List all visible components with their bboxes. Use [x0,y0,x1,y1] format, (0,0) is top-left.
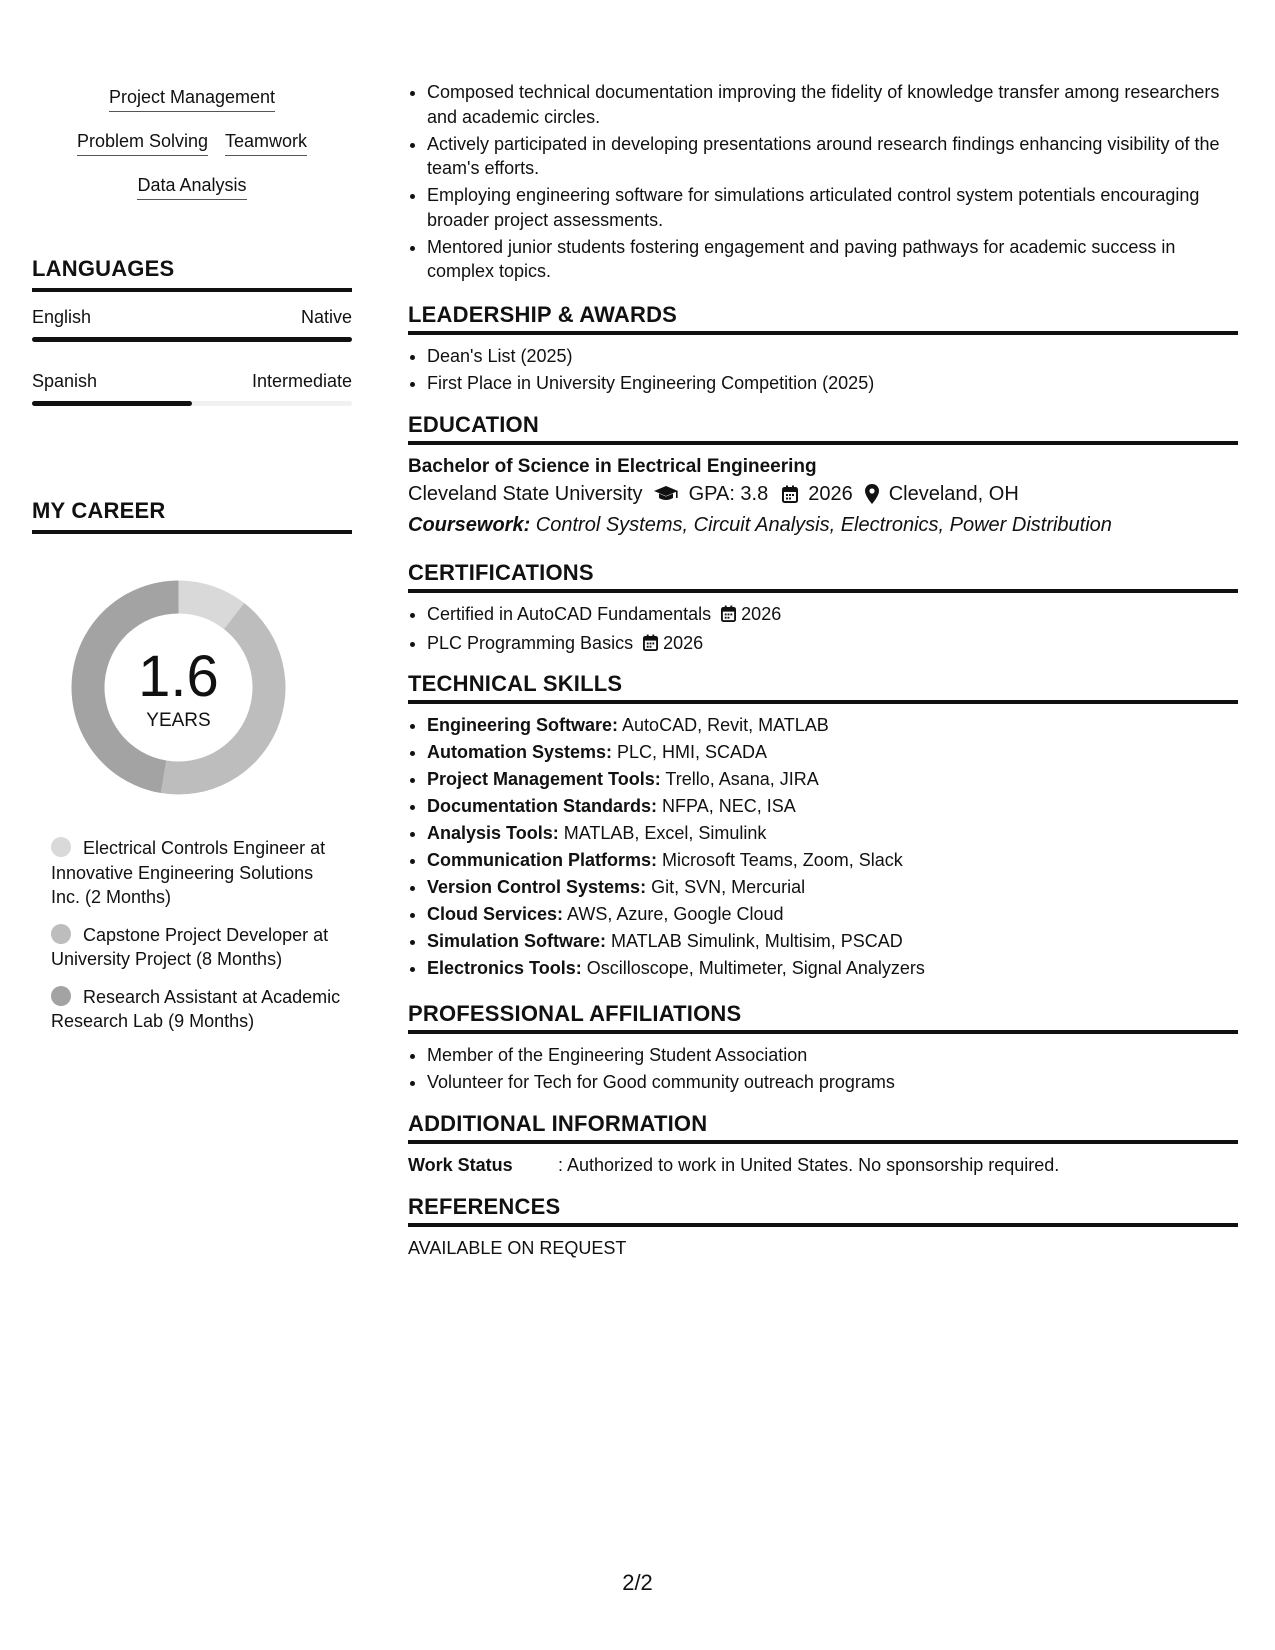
skill-tag: Project Management [109,86,275,112]
technical-skill-item [427,740,1238,765]
certification-year: 2026 [741,604,782,624]
technical-skill-item [427,821,1238,846]
skill-row [32,130,352,156]
language-name: Spanish [32,371,98,391]
graduation-year: 2026 [808,483,853,505]
additional-info-heading: ADDITIONAL INFORMATION [408,1111,1238,1144]
language-bar [32,337,352,342]
additional-info-section [408,1111,1238,1177]
experience-bullet: • Composed technical documentation improving the fidelity of knowledge transfer among researchers and academic circles. [427,80,1238,129]
skill-category: Electronics Tools: [427,958,582,978]
technical-skill-item [427,902,1238,927]
degree-title: Bachelor of Science in Electrical Engineering [408,456,817,477]
technical-skill-item [427,956,1238,981]
certifications-heading: CERTIFICATIONS [408,560,1238,593]
skill-category: Project Management Tools: [427,769,661,789]
language-item [32,370,352,406]
career-section [32,498,352,534]
work-status-value: : Authorized to work in United States. No sponsorship required. [558,1155,1060,1175]
affiliation-item: • Volunteer for Tech for Good community outreach programs [427,1070,1238,1095]
skill-row [32,174,352,200]
experience-bullet: • Employing engineering software for simulations articulated control system potentials encouraging broader project assessments. [427,183,1238,232]
skill-values: NFPA, NEC, ISA [657,796,796,816]
skill-category: Cloud Services: [427,904,564,924]
technical-skill-item [427,848,1238,873]
language-name: English [32,307,92,327]
legend-dot-icon [51,837,71,857]
skill-tag: Problem Solving [77,130,208,156]
experience-bullets [408,80,1238,286]
skill-category: Version Control Systems: [427,877,647,897]
technical-skill-item [427,767,1238,792]
calendar-icon [721,604,736,629]
education-section [408,412,1238,541]
education-location: Cleveland, OH [888,483,1019,505]
career-legend-text: Electrical Controls Engineer at Innovative Engineering Solutions Inc. (2 Months) [51,838,326,907]
education-heading: EDUCATION [408,412,1238,445]
coursework [408,509,1238,541]
work-status [408,1153,1238,1177]
skill-category: Simulation Software: [427,931,607,951]
leadership-section [408,302,1238,398]
language-bar [32,401,352,406]
location-pin-icon [865,484,879,504]
legend-dot-icon [51,924,71,944]
career-legend-item [51,985,341,1034]
page-number: 2/2 [622,1570,653,1595]
affiliations-heading: PROFESSIONAL AFFILIATIONS [408,1001,1238,1034]
certification-item [427,602,1238,629]
skill-values: AutoCAD, Revit, MATLAB [618,715,829,735]
education-details [408,479,1238,509]
skill-category: Engineering Software: [427,715,619,735]
references-section [408,1194,1238,1260]
career-legend-text: Research Assistant at Academic Research Lab (9 Months) [51,986,341,1031]
coursework-label: Coursework: [408,514,531,536]
calendar-icon [643,633,658,658]
career-donut-chart [66,575,291,800]
career-total-years: 1.6 [138,644,219,709]
skill-values: AWS, Azure, Google Cloud [563,904,784,924]
certification-item [427,631,1238,658]
skill-values: Trello, Asana, JIRA [660,769,819,789]
certifications-section [408,560,1238,660]
technical-skill-item [427,794,1238,819]
experience-bullet: • Actively participated in developing presentations around research findings enhancing visibility of the team's efforts. [427,132,1238,181]
leadership-heading: LEADERSHIP & AWARDS [408,302,1238,335]
award-item: • First Place in University Engineering Competition (2025) [427,371,1238,396]
career-legend-item [51,836,341,910]
skill-values: Git, SVN, Mercurial [646,877,806,897]
skill-values: Microsoft Teams, Zoom, Slack [657,850,903,870]
skill-category: Communication Platforms: [427,850,658,870]
language-bar-fill [32,401,192,406]
skill-tag: Data Analysis [137,174,246,200]
certification-name: PLC Programming Basics [427,633,634,653]
technical-skills-list [408,713,1238,981]
languages-section [32,256,352,406]
skill-row [32,86,352,112]
languages-heading: LANGUAGES [32,256,352,292]
technical-skills-section [408,671,1238,983]
affiliations-section [408,1001,1238,1097]
references-heading: REFERENCES [408,1194,1238,1227]
language-level: Native [300,307,352,327]
gpa-value: GPA: 3.8 [688,483,769,505]
skill-values: PLC, HMI, SCADA [612,742,768,762]
affiliation-item: • Member of the Engineering Student Association [427,1043,1238,1068]
work-status-label: Work Status [408,1155,513,1175]
career-legend [51,836,341,1047]
technical-skill-item [427,875,1238,900]
language-item [32,306,352,342]
career-legend-item [51,923,341,972]
references-text: AVAILABLE ON REQUEST [408,1238,627,1258]
technical-skills-heading: TECHNICAL SKILLS [408,671,1238,704]
technical-skill-item [427,713,1238,738]
skill-values: MATLAB, Excel, Simulink [558,823,767,843]
coursework-list: Control Systems, Circuit Analysis, Electronics, Power Distribution [530,514,1112,536]
experience-bullet: • Mentored junior students fostering engagement and paving pathways for academic success in complex topics. [427,235,1238,284]
language-level: Intermediate [251,371,352,391]
legend-dot-icon [51,986,71,1006]
technical-skill-item [427,929,1238,954]
skill-category: Documentation Standards: [427,796,658,816]
calendar-icon [782,485,798,503]
career-legend-text: Capstone Project Developer at University Project (8 Months) [51,924,329,969]
graduation-cap-icon [653,485,679,503]
skills-tags [32,86,352,218]
school-name: Cleveland State University [408,483,643,505]
skill-values: MATLAB Simulink, Multisim, PSCAD [606,931,903,951]
skill-values: Oscilloscope, Multimeter, Signal Analyzers [581,958,925,978]
language-bar-fill [32,337,352,342]
skill-category: Automation Systems: [427,742,613,762]
career-total-unit: YEARS [146,710,211,731]
skill-category: Analysis Tools: [427,823,559,843]
skill-tag: Teamwork [225,130,307,156]
certification-name: Certified in AutoCAD Fundamentals [427,604,712,624]
award-item: • Dean's List (2025) [427,344,1238,369]
certification-year: 2026 [663,633,704,653]
career-heading: MY CAREER [32,498,352,534]
